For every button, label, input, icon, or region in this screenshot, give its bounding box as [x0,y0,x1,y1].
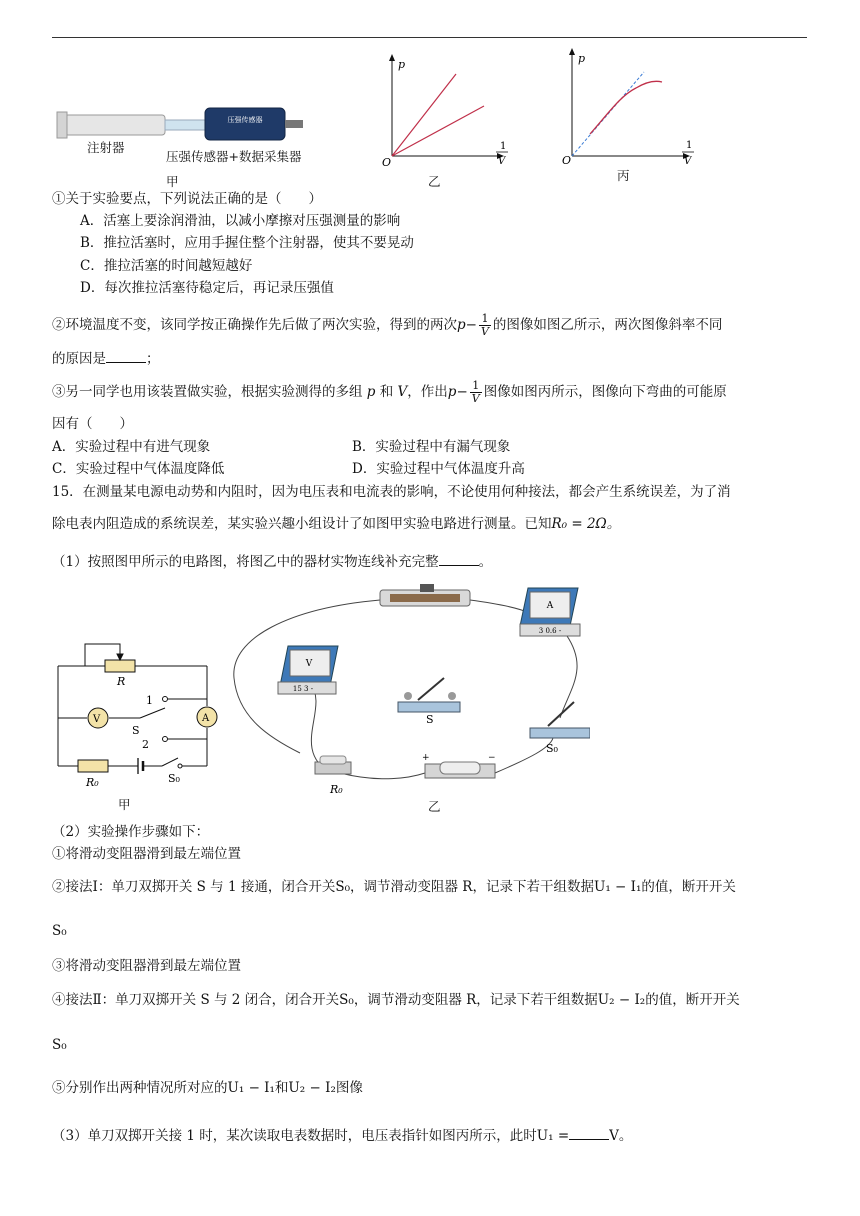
ammeter-device [520,588,580,636]
label-v: V [93,714,101,725]
r0-label: R₀ [330,783,343,796]
ammeter-letter: A [546,601,554,611]
circuit-diagram-jia [50,636,220,811]
label-s0: S₀ [168,772,180,785]
q14-sub1-option-b: B．推拉活塞时，应用手握住整个注射器，使其不要晃动 [80,235,414,251]
q15-line1: 15．在测量某电源电动势和内阻时，因为电压表和电流表的影响，不论使用何种接法，都会产生系统误差，为了消 [52,484,731,500]
q15-step4-tail: S₀ [52,1037,67,1053]
voltmeter-letter: V [305,659,313,669]
q14-sub3-option-c: C．实验过程中气体温度降低 [52,461,225,477]
q14-sub1-option-c: C．推拉活塞的时间越短越好 [80,258,253,274]
battery-plus: + [422,753,430,763]
label-r0: R₀ [86,776,99,789]
figure-caption-jia: 甲 [166,174,179,189]
line-shallow [392,106,484,156]
switch-s-device [398,678,460,726]
q14-sub2-line2: 的原因是 ； [52,348,160,369]
switch-s0-device [530,702,590,755]
axis-p: p [398,58,406,71]
q15-step3: ③将滑动变阻器滑到最左端位置 [52,958,241,974]
q15-line2: 除电表内阻造成的系统误差，某实验兴趣小组设计了如图甲实验电路进行测量。已知R₀ = 2Ω。 [52,516,621,532]
line-steep [392,74,456,156]
q14-sub1-stem: ①关于实验要点，下列说法正确的是（ ） [52,191,322,207]
graph-bing [558,44,703,166]
axis-p: p [578,52,586,65]
q14-sub3-option-b: B．实验过程中有漏气现象 [352,439,511,455]
q14-sub3-option-a: A．实验过程中有进气现象 [52,439,211,455]
answer-blank[interactable] [439,551,479,566]
q15-part2: （2）实验操作步骤如下： [52,824,210,840]
origin: O [382,156,392,169]
q14-sub3-line1: ③另一同学也用该装置做实验，根据实验测得的多组 p 和 V，作出p− $\frac{1}{V}$ 图像如图丙所示，图像向下弯曲的可能原 [52,379,727,405]
syringe-label: 注射器 [87,140,125,155]
axis-x-den: V [498,156,506,167]
label-a: A [202,713,210,724]
q15-step5: ⑤分别作出两种情况所对应的U₁ − I₁和U₂ − I₂图像 [52,1080,363,1096]
battery-minus: − [488,753,496,763]
switch-s-label: S [426,713,434,726]
circuit-caption-yi: 乙 [428,799,441,814]
origin: O [562,154,572,166]
graph-yi [378,52,518,170]
battery-device [422,753,496,778]
apparatus-figure-yi [230,578,590,798]
q14-sub1-option-a: A．活塞上要涂润滑油，以减小摩擦对压强测量的影响 [80,213,401,229]
q14-sub1-option-d: D．每次推拉活塞待稳定后，再记录压强值 [80,280,334,296]
resistor-r0-device [315,756,351,796]
ammeter-scale: 3 0.6 - [538,627,562,635]
voltmeter-scale: 15 3 - [292,685,314,693]
q14-sub3-line2: 因有（ ） [52,416,133,432]
q15-step4: ④接法Ⅱ：单刀双掷开关 S 与 2 闭合，闭合开关S₀，调节滑动变阻器 R，记录下若干组数据U₂ − I₂的值，断开开关 [52,992,740,1008]
q14-sub2-line1: ②环境温度不变，该同学按正确操作先后做了两次实验，得到的两次p− $\frac{1}{V}$ 的图像如图乙所示，两次图像斜率不同 [52,312,723,338]
label-2: 2 [142,738,149,751]
header-rule [52,37,807,38]
curve [590,81,662,134]
q15-part3: （3）单刀双掷开关接 1 时，某次读取电表数据时，电压表指针如图丙所示，此时U₁ = V。 [52,1125,632,1146]
axis-x-num: 1 [500,141,507,152]
sensor-text: 压强传感器 [227,116,263,124]
axis-x-num: 1 [686,140,693,151]
q15-part1: （1）按照图甲所示的电路图，将图乙中的器材实物连线补充完整 。 [52,551,492,572]
answer-blank[interactable] [106,348,146,363]
sensor-label: 压强传感器+数据采集器 [166,149,302,164]
label-r: R [117,675,126,688]
q15-step2: ②接法Ⅰ：单刀双掷开关 S 与 1 接通，闭合开关S₀，调节滑动变阻器 R，记录下若干组数据U₁ − I₁的值，断开开关 [52,879,736,895]
q15-step2-tail: S₀ [52,923,67,939]
answer-blank[interactable] [569,1125,609,1140]
circuit-caption-jia: 甲 [118,797,131,812]
label-1: 1 [146,694,153,707]
voltmeter-device [278,646,338,694]
rheostat-device [380,584,470,606]
switch-s0-label: S₀ [546,742,558,755]
q15-step1: ①将滑动变阻器滑到最左端位置 [52,846,241,862]
label-s: S [132,724,140,737]
figure-caption-bing: 丙 [617,168,630,183]
axis-x-den: V [684,156,692,166]
q14-sub3-option-d: D．实验过程中气体温度升高 [352,461,525,477]
figure-caption-yi: 乙 [428,174,441,189]
